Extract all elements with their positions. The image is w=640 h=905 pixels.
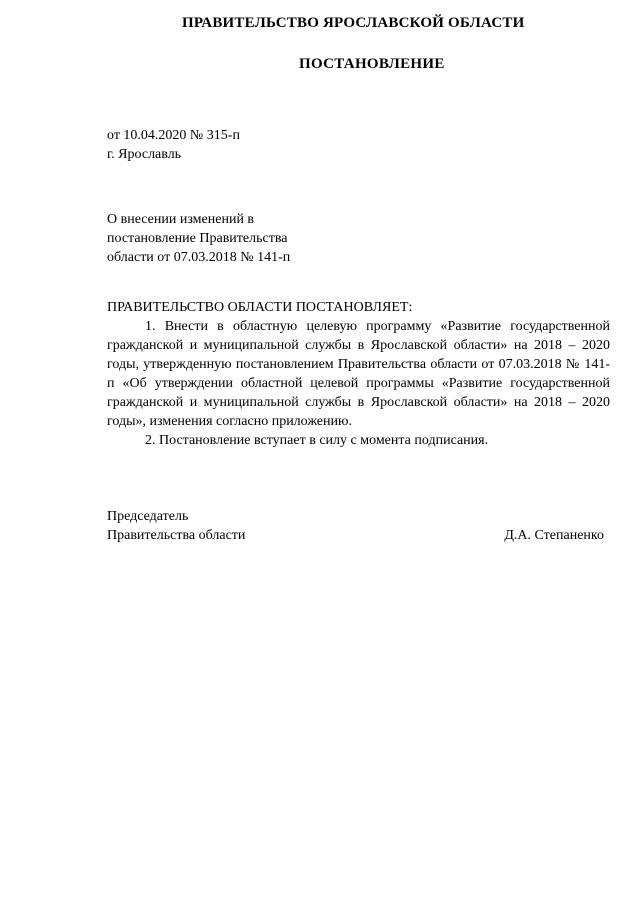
subject-line: О внесении изменений в — [107, 212, 255, 227]
subject-line: постановление Правительства — [107, 231, 288, 246]
signature-block — [107, 507, 604, 545]
paragraph-1: 1. Внести в областную целевую программу «Развитие государственной гражданской и муниципальной службы в Ярославской области» на 2018 – 2020 годы, утвержденную постановлением Правительства области от 07.03.2018 № 141-п «Об утверждении областной целевой программы «Развитие государственной гражданской и муниципальной службы в Ярославской области» на 2018 – 2020 годы», изменения согласно приложению. — [107, 319, 610, 429]
paragraph-2: 2. Постановление вступает в силу с момента подписания. — [145, 433, 489, 448]
city: г. Ярославль — [107, 147, 182, 162]
document-type-title: ПОСТАНОВЛЕНИЕ — [299, 56, 445, 72]
signatory-title-line2: Правительства области — [107, 528, 246, 543]
document-subject — [107, 210, 290, 267]
signatory-name: Д.А. Степаненко — [504, 528, 604, 543]
decree-heading: ПРАВИТЕЛЬСТВО ОБЛАСТИ ПОСТАНОВЛЯЕТ: — [107, 300, 413, 315]
organization-title: ПРАВИТЕЛЬСТВО ЯРОСЛАВСКОЙ ОБЛАСТИ — [182, 15, 525, 31]
signature-line — [107, 526, 604, 545]
document-body — [107, 317, 610, 450]
subject-line: области от 07.03.2018 № 141-п — [107, 250, 291, 265]
signatory-title-line1: Председатель — [107, 509, 189, 524]
document-meta — [107, 126, 240, 164]
date-number: от 10.04.2020 № 315-п — [107, 128, 240, 143]
